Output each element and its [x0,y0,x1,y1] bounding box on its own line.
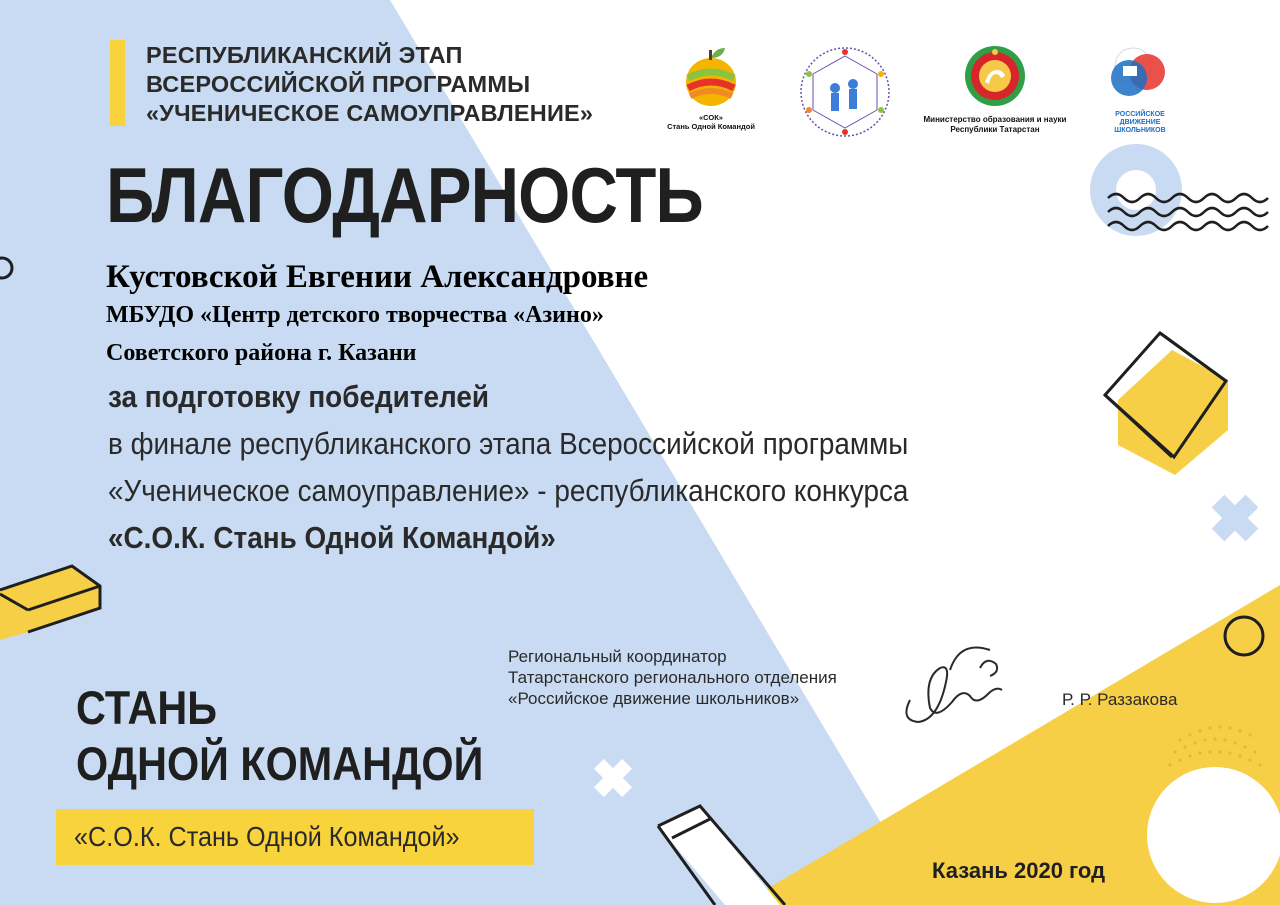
reason-line: в финале республиканского этапа Всероссийской программы [108,426,909,461]
recipient-name: Кустовской Евгении Александровне [106,259,649,295]
program-title-line: «УЧЕНИЧЕСКОЕ САМОУПРАВЛЕНИЕ» [146,100,594,126]
cube-outline-right [1105,333,1228,475]
recipient-organization: Советского района г. Казани [106,340,417,366]
additional-education-logo [791,42,899,142]
rds-logo [1095,44,1185,135]
reason-line: «С.О.К. Стань Одной Командой» [108,520,556,555]
slogan-label-box [56,809,534,865]
slogan-label: «С.О.К. Стань Одной Командой» [74,821,460,852]
document-heading: БЛАГОДАРНОСТЬ [106,151,703,239]
program-title-line: РЕСПУБЛИКАНСКИЙ ЭТАП [146,42,463,68]
program-title-line: ВСЕРОССИЙСКОЙ ПРОГРАММЫ [146,71,531,97]
sok-logo-caption: Стань Одной Командой [667,122,755,131]
slogan-line: ОДНОЙ КОМАНДОЙ [76,737,484,790]
slogan-line: СТАНЬ [76,681,217,734]
signatory-title-line: Татарстанского регионального отделения [508,668,837,687]
ministry-logo-line: Министерство образования и науки [923,115,1067,124]
cross-right [1212,495,1259,542]
signatory-name: Р. Р. Раззакова [1062,690,1178,709]
sok-logo-label: «СОК» [699,113,723,122]
white-dotted-circle [1147,767,1280,903]
ministry-logo [922,44,1068,135]
reason-line: за подготовку победителей [108,379,490,414]
program-title [146,41,593,128]
rds-circles-logo-icon [1105,44,1175,106]
slogan [76,680,483,792]
signatory-title-line: «Российское движение школьников» [508,689,800,708]
rds-logo-line: ДВИЖЕНИЕ ШКОЛЬНИКОВ [1114,119,1166,134]
reason-line: «Ученическое самоуправление» - республиканского конкурса [108,473,909,508]
ministry-logo-line: Республики Татарстан [950,125,1040,134]
tatarstan-emblem-icon [963,44,1027,108]
signatory-title [508,646,837,709]
sok-logo [662,44,760,131]
blue-ring-top-right [1090,144,1182,236]
handwritten-signature [890,630,1030,730]
header-accent-bar [110,40,125,126]
recipient-organization: МБУДО «Центр детского творчества «Азино» [106,302,604,328]
apple-logo-icon [680,44,742,108]
signatory-title-line: Региональный координатор [508,647,727,666]
place-and-year: Казань 2020 год [932,858,1106,883]
additional-education-circle-logo-icon [791,42,899,142]
rds-logo-line: РОССИЙСКОЕ [1115,111,1165,118]
